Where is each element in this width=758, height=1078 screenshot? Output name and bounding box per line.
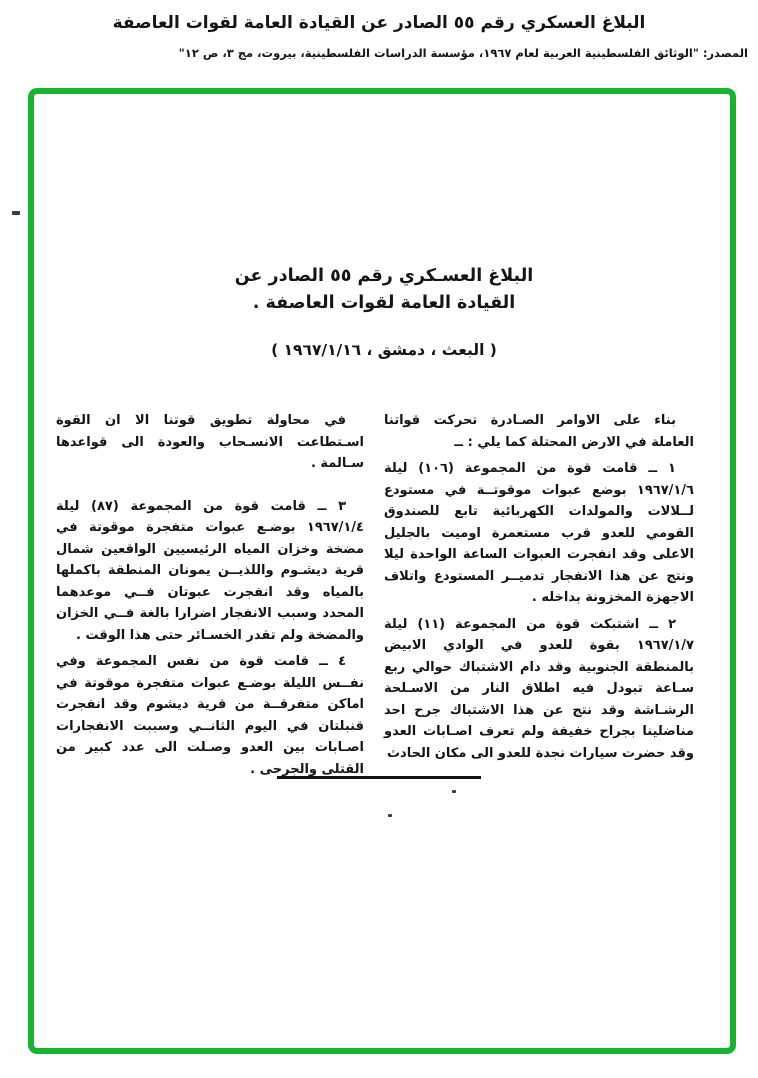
scan-speck bbox=[12, 211, 20, 215]
end-separator-line bbox=[277, 776, 481, 779]
text-column-left bbox=[56, 410, 364, 785]
document-dateline: ( البعث ، دمشق ، ١٩٦٧/١/١٦ ) bbox=[271, 341, 497, 359]
paragraph: ٣ ــ قامت قوة من المجموعة (٨٧) ليلة ١٩٦٧/١/٤ بوضـع عبوات متفجرة موقوتة في مضخة وخزان المياه الرئيسيين الواقعين شمال قرية ديشـوم واللذيــن يمونان المنطقة باكملها بالمياه وقد انفجرت عبوتان فــي موعدهما المحدد وسبب الانفجار اضرارا بالغة فــي الخزان والمضخة ولم تقدر الخسـائر حتى هذا الوقت . bbox=[56, 498, 364, 643]
document-title-line1: البلاغ العسـكري رقم ٥٥ الصادر عن bbox=[234, 266, 534, 286]
text-column-right bbox=[384, 410, 694, 769]
paragraph: ٤ ــ قامت قوة من نفس المجموعة وفي نفــس الليلة بوضـع عبوات متفجرة موقوتة في اماكن متفرقــة من قرية ديشوم وقد انفجرت قنبلتان في اليوم الثانــي وسببت الانفجارات اصـابات بين العدو وصـلت الى عدد كبير من القتلى والجرحى . bbox=[56, 654, 364, 777]
document-title bbox=[194, 263, 574, 317]
paragraph: ٢ ــ اشتبكت قوة من المجموعة (١١) ليلة ١٩٦٧/١/٧ بقوة للعدو في الوادي الابيض بالمنطقة الجنوبية وقد دام الاشتباك حوالي ربع سـاعة تبودل فيه اطلاق النار من الاسـلحة الرشـاشة وقد نتج عن هذا الاشتباك جرح احد مناضلينا بجراح خفيفة ولم تعرف اصـابات العدو وقد حضرت سيارات نجدة للعدو الى مكان الحادث bbox=[384, 616, 694, 761]
paragraph: في محاولة تطويق قوتنا الا ان القوة اسـتطاعت الانسـحاب والعودة الى قواعدها سـالمة . bbox=[56, 413, 364, 471]
document-title-line2: القيادة العامة لقوات العاصفة . bbox=[252, 293, 516, 313]
paragraph: بناء على الاوامر الصـادرة تحركت قواتنا العاملة في الارض المحتلة كما يلي : ــ bbox=[384, 413, 694, 450]
scan-speck bbox=[388, 814, 392, 817]
header-source-citation: المصدر: "الوثائق الفلسطينية العربية لعام ١٩٦٧، مؤسسة الدراسات الفلسطينية، بيروت، مج ٣، ص ١٢" bbox=[178, 46, 748, 60]
header-title: البلاغ العسكري رقم ٥٥ الصادر عن القيادة العامة لقوات العاصفة bbox=[112, 13, 646, 33]
paragraph: ١ ــ قامت قوة من المجموعة (١٠٦) ليلة ١٩٦٧/١/٦ بوضع عبوات موقوتــة في مستودع لــلالات والمولدات الكهربائية تابع للصندوق القومي للعدو قرب مستعمرة اوميت بالجليل الاعلى وقد انفجرت العبوات الساعة الواحدة ليلا ونتج عن هذا الانفجار تدميــر المستودع واتلاف الاجهزة المخزونة بداخله . bbox=[384, 461, 694, 605]
scan-speck bbox=[452, 790, 456, 793]
